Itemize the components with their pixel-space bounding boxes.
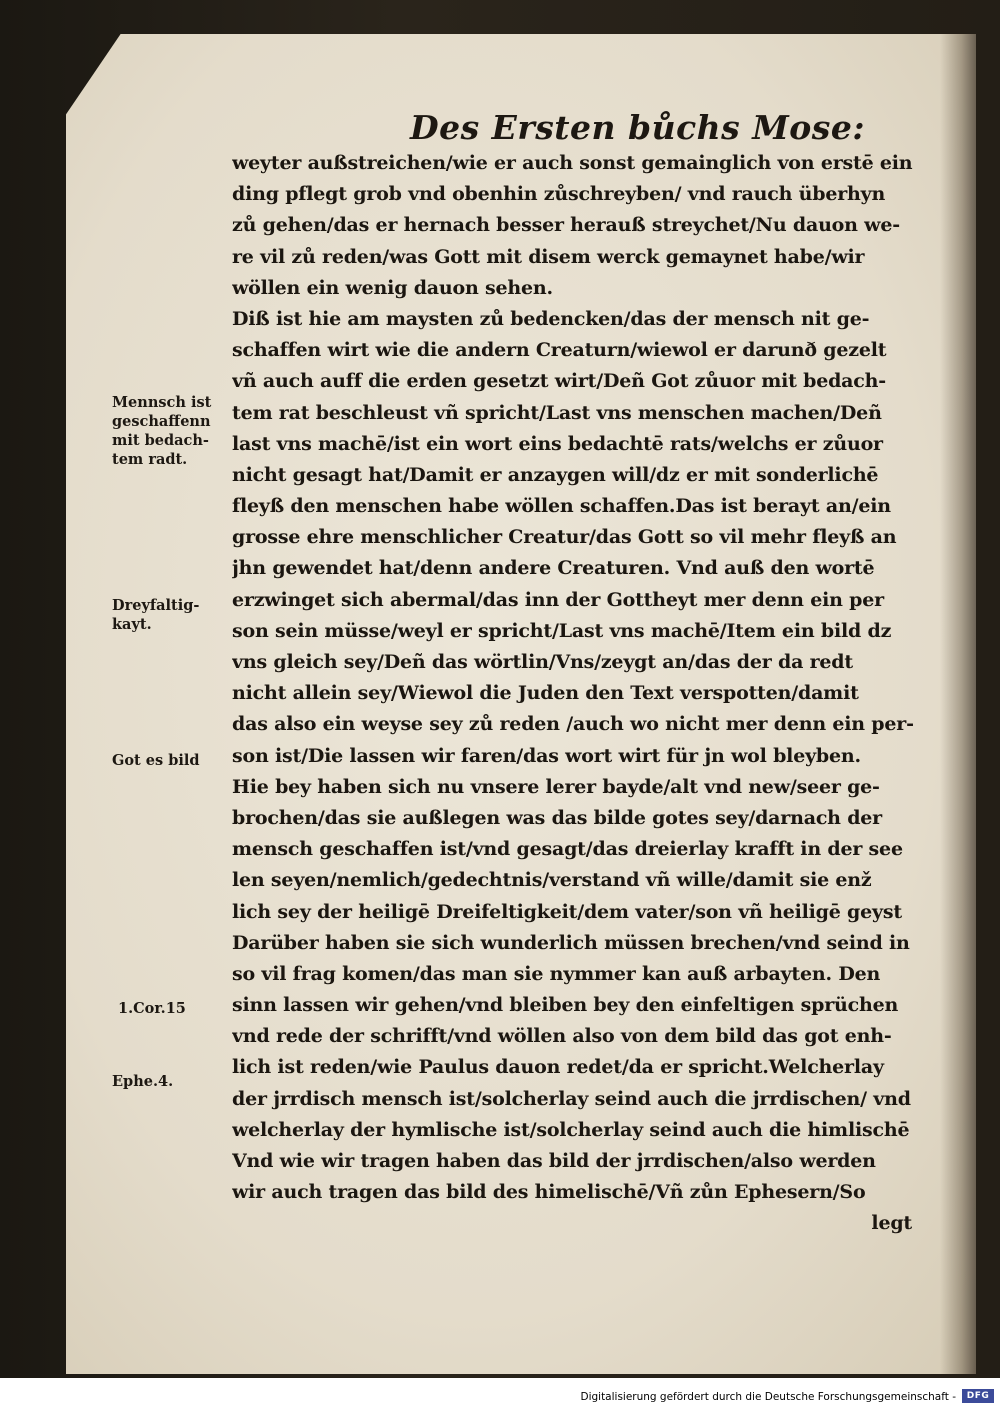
marginal-note-ephesians (112, 1072, 230, 1091)
marginal-note-line: kayt. (112, 616, 152, 633)
body-line: lich ist reden/wie Paulus dauon redet/da er spricht.Welcherlay (232, 1056, 884, 1079)
body-line: erzwinget sich abermal/das inn der Gottheyt mer denn ein per (232, 588, 884, 611)
body-line: so vil frag komen/das man sie nymmer kan auß arbayten. Den (232, 962, 881, 985)
body-line: jhn gewendet hat/denn andere Creaturen. Vnd auß den wortē (232, 557, 875, 580)
body-line: last vns machē/ist ein wort eins bedachtē rats/welchs er zůuor (232, 432, 883, 455)
marginal-note-image-of-god (112, 751, 230, 770)
body-line: wir auch tragen das bild des himelischē/Vñ zůn Ephesern/So (232, 1181, 866, 1204)
body-line: weyter außstreichen/wie er auch sonst gemainglich von erstē ein (232, 152, 913, 174)
marginal-note-line: Got es bild (112, 752, 200, 769)
body-line: der jrrdisch mensch ist/solcherlay seind auch die jrrdischen/ vnd (232, 1087, 911, 1110)
funding-credit: Digitalisierung gefördert durch die Deutsche Forschungsgemeinschaft - (580, 1391, 956, 1403)
body-line: vñ auch auff die erden gesetzt wirt/Deñ Got zůuor mit bedach- (232, 370, 886, 393)
marginal-note-corinthians (118, 999, 236, 1018)
marginal-note-creation (112, 393, 230, 469)
body-line: mensch geschaffen ist/vnd gesagt/das dreierlay krafft in der see (232, 838, 903, 861)
marginal-note-line: Mennsch ist (112, 394, 212, 411)
body-line: nicht gesagt hat/Damit er anzaygen will/dz er mit sonderlichē (232, 463, 879, 486)
body-line: Vnd wie wir tragen haben das bild der jrrdischen/also werden (232, 1150, 876, 1172)
body-line: Hie bey haben sich nu vnsere lerer bayde/alt vnd new/seer ge- (232, 775, 880, 798)
body-line: re vil zů reden/was Gott mit disem werck gemaynet habe/wir (232, 245, 865, 268)
body-line: len seyen/nemlich/gedechtnis/verstand vñ wille/damit sie enž (232, 869, 872, 892)
marginal-note-line: mit bedach- (112, 432, 209, 449)
body-line: welcherlay der hymlische ist/solcherlay seind auch die himlischē (232, 1118, 910, 1141)
body-line: ding pflegt grob vnd obenhin zůschreyben/ vnd rauch überhyn (232, 183, 886, 206)
body-line: Diß ist hie am maysten zů bedencken/das der mensch nit ge- (232, 307, 870, 330)
body-text (232, 148, 922, 1240)
marginal-note-trinity (112, 596, 230, 634)
body-line: das also ein weyse sey zů reden /auch wo nicht mer denn ein per- (232, 713, 914, 736)
body-line: zů gehen/das er hernach besser herauß streychet/Nu dauon we- (232, 214, 900, 237)
dfg-logo-icon: DFG (962, 1389, 994, 1403)
body-line: lich sey der heiligē Dreifeltigkeit/dem vater/son vñ heiligē geyst (232, 900, 902, 923)
body-line: vns gleich sey/Deñ das wörtlin/Vns/zeygt an/das der da redt (232, 651, 853, 673)
running-head: Des Ersten bůchs Mose: (410, 108, 866, 147)
body-line: Darüber haben sie sich wunderlich müssen brechen/vnd seind in (232, 931, 910, 954)
body-line: son ist/Die lassen wir faren/das wort wirt für jn wol bleyben. (232, 744, 861, 767)
page-gutter-shadow (940, 34, 976, 1374)
body-line: grosse ehre menschlicher Creatur/das Gott so vil mehr fleyß an (232, 526, 897, 549)
body-line: tem rat beschleust vñ spricht/Last vns menschen machen/Deñ (232, 401, 882, 424)
body-line: nicht allein sey/Wiewol die Juden den Text verspotten/damit (232, 682, 859, 705)
body-line: wöllen ein wenig dauon sehen. (232, 276, 553, 299)
marginal-note-line: Ephe.4. (112, 1073, 174, 1090)
body-line: brochen/das sie außlegen was das bilde gotes sey/darnach der (232, 806, 882, 829)
body-line: sinn lassen wir gehen/vnd bleiben bey den einfeltigen sprüchen (232, 994, 899, 1017)
marginal-note-line: 1.Cor.15 (118, 1000, 186, 1017)
body-line: son sein müsse/weyl er spricht/Last vns machē/Item ein bild dz (232, 619, 892, 642)
body-line: schaffen wirt wie die andern Creaturn/wiewol er darunð gezelt (232, 339, 887, 362)
marginal-note-line: tem radt. (112, 451, 188, 468)
body-line: vnd rede der schrifft/vnd wöllen also von dem bild das got enh- (232, 1025, 892, 1048)
body-line: fleyß den menschen habe wöllen schaffen.Das ist berayt an/ein (232, 495, 891, 518)
catchword: legt (871, 1212, 912, 1235)
marginal-note-line: geschaffenn (112, 413, 211, 430)
marginal-note-line: Dreyfaltig- (112, 597, 200, 614)
